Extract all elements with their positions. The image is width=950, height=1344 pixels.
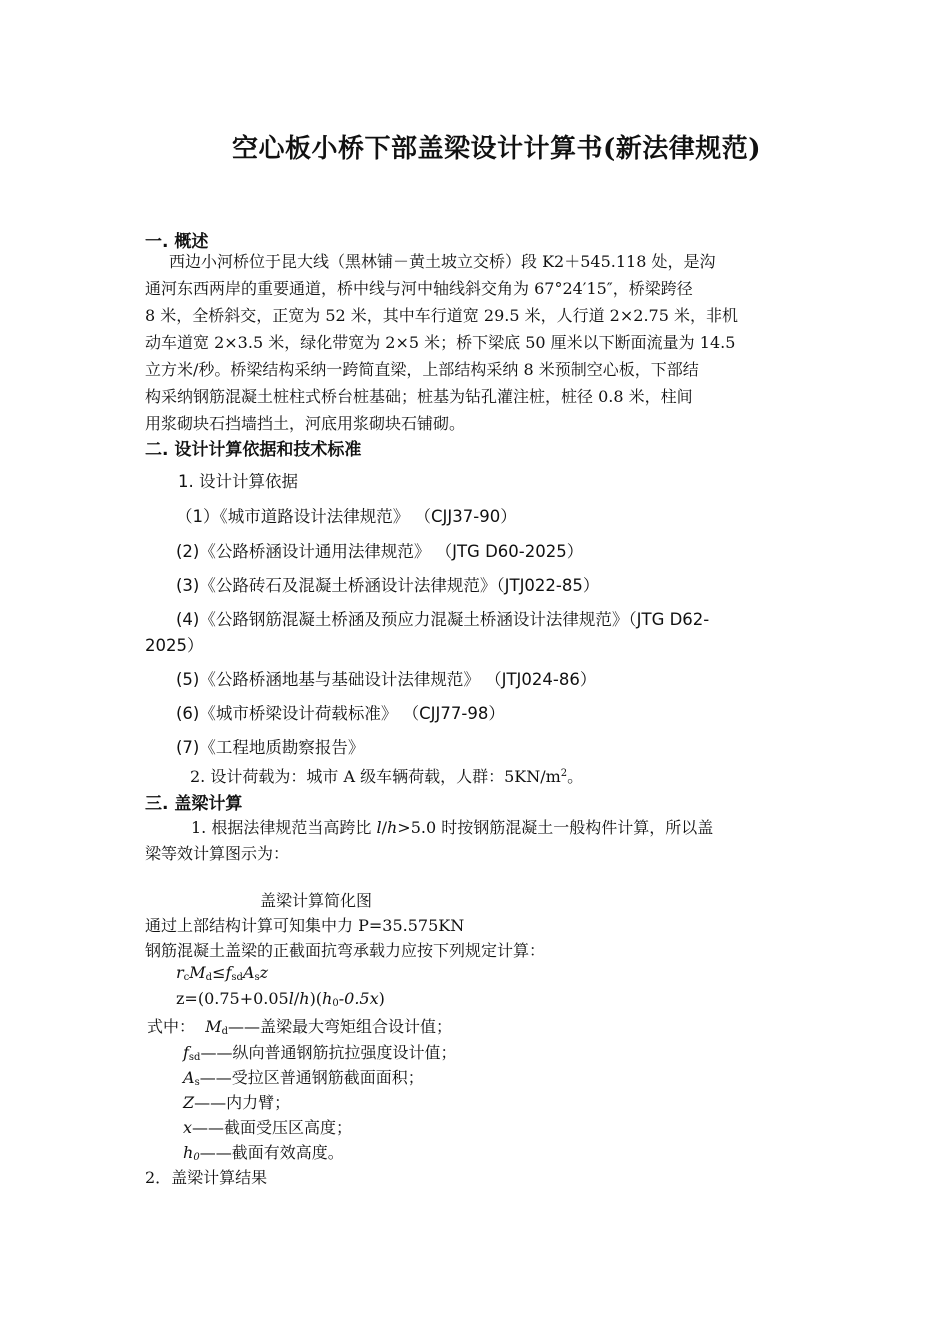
definition-x: x——截面受压区高度； [183,1118,353,1137]
paragraph-line: 西边小河桥位于昆大线（黑林铺－黄土坡立交桥）段 K2＋545.118 处，是沟 [169,252,716,271]
paragraph-line: 8 米，全桥斜交，正宽为 52 米，其中车行道宽 29.5 米，人行道 2×2.75 米，非机 [145,306,738,325]
section-heading-overview: 一. 概述 [145,232,209,252]
page-title: 空心板小桥下部盖梁设计计算书(新法律规范) [232,134,762,164]
reference-item: (3)《公路砖石及混凝土桥涵设计法律规范》（JTJ022-85） [176,576,600,595]
height-span-ratio-line-2: 梁等效计算图示为： [145,844,290,863]
formula-moment: $r_cM_d\le f_{sd}A_sz$ [176,963,269,983]
definition-h0: $h_0——$截面有效高度。 [183,1143,344,1163]
basis-title: 1. 设计计算依据 [178,472,298,491]
height-span-ratio-line: 1. 根据法律规范当高跨比 l/h>5.0 时按钢筋混凝土一般构件计算，所以盖 [191,818,714,837]
overview-paragraph [145,248,807,437]
reference-item: (7)《工程地质勘察报告》 [176,738,365,757]
formula-lever-arm: $z=(0.75+0.05l/h)(h_0-0.5x)$ [176,989,385,1009]
paragraph-line: 用浆砌块石挡墙挡土，河底用浆砌块石铺砌。 [145,414,466,433]
reference-item: (2)《公路桥涵设计通用法律规范》 （JTG D60-2025） [176,542,584,561]
design-load-line: 2. 设计荷载为：城市 A 级车辆荷载，人群：$5KN/m^2$。 [190,767,584,786]
paragraph-line: 构采纳钢筋混凝土桩柱式桥台桩基础；桩基为钻孔灌注桩，桩径 0.8 米，柱间 [145,387,693,406]
paragraph-line: 动车道宽 2×3.5 米，绿化带宽为 2×5 米；桥下梁底 50 厘米以下断面流量为 14.5 [145,333,736,352]
reference-item-continued: 2025） [145,636,204,655]
reference-item: （1）《城市道路设计法律规范》 （CJJ37-90） [176,507,517,526]
concentrated-force-line: 通过上部结构计算可知集中力 P=35.575KN [145,916,465,935]
rule-line: 钢筋混凝土盖梁的正截面抗弯承载力应按下列规定计算： [145,941,546,960]
paragraph-line: 通河东西两岸的重要通道，桥中线与河中轴线斜交角为 67°24′15″，桥梁跨径 [145,279,693,298]
section-heading-capbeam: 三. 盖梁计算 [145,794,243,814]
capbeam-result-heading: 2．盖梁计算结果 [145,1168,268,1187]
figure-caption: 盖梁计算简化图 [260,891,373,910]
definition-z: Z——内力臂； [183,1093,291,1112]
where-line: 式中： $M_d——$盖梁最大弯矩组合设计值； [147,1017,452,1037]
paragraph-line: 立方米/秒。桥梁结构采纳一跨简直梁，上部结构采纳 8 米预制空心板，下部结 [145,360,699,379]
reference-item: (4)《公路钢筋混凝土桥涵及预应力混凝土桥涵设计法律规范》（JTG D62- [176,610,710,629]
definition-fsd: $f_{sd}——$纵向普通钢筋抗拉强度设计值； [183,1043,457,1063]
reference-item: (5)《公路桥涵地基与基础设计法律规范》 （JTJ024-86） [176,670,597,689]
reference-item: (6)《城市桥梁设计荷载标准》 （CJJ77-98） [176,704,505,723]
section-heading-basis: 二. 设计计算依据和技术标准 [145,440,362,460]
definition-as: $A_s——$受拉区普通钢筋截面面积； [183,1068,424,1088]
